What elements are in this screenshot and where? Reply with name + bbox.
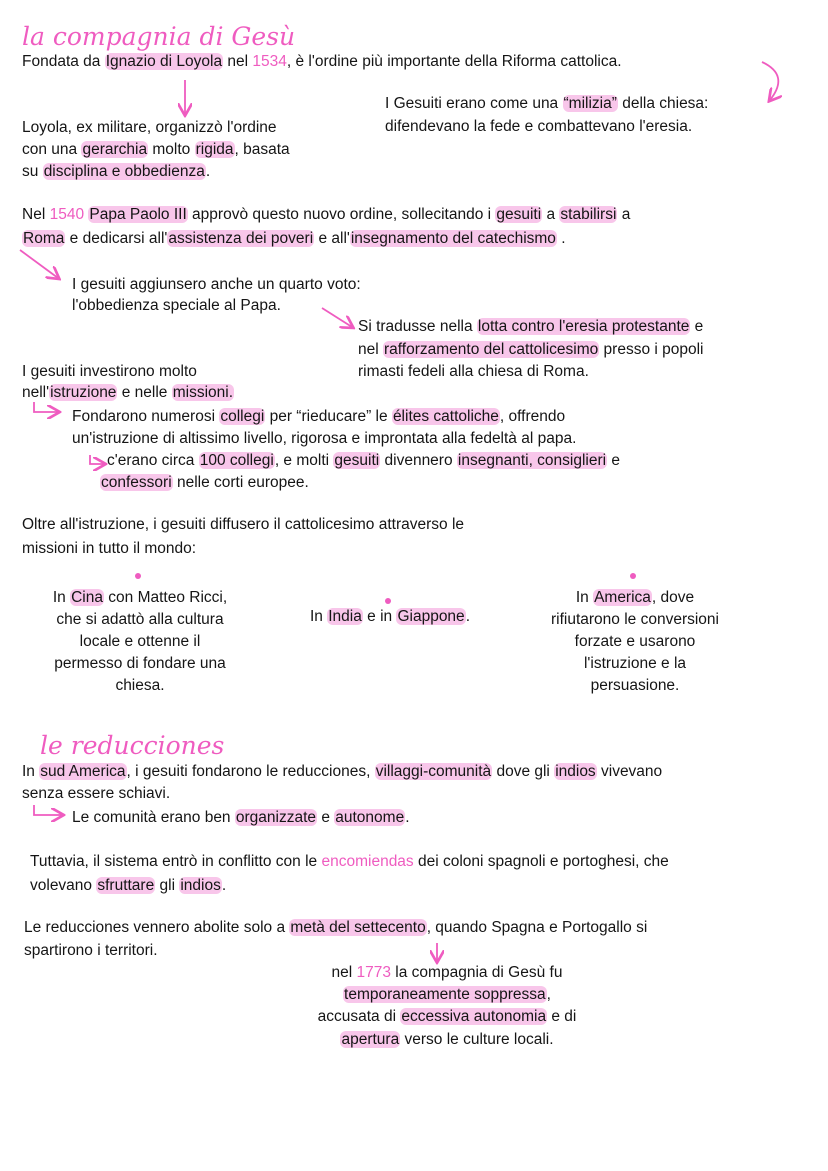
text-line (20, 588, 260, 608)
text-segment: chiesa. (115, 677, 165, 694)
text-line (385, 117, 692, 137)
text-segment: . (221, 877, 227, 894)
text-line (297, 1007, 597, 1027)
text-segment: In (309, 608, 328, 625)
text-segment: divennero (380, 452, 457, 469)
text-segment: , (546, 986, 551, 1003)
section-title: la compagnia di Gesù (22, 22, 296, 51)
text-line (297, 963, 597, 983)
highlighted-term: metà del settecento (290, 919, 426, 936)
text-segment: vivevano (596, 763, 663, 780)
text-segment: e dedicarsi all' (65, 230, 168, 247)
text-segment: la compagnia di Gesù fu (391, 964, 563, 981)
text-segment: locale e ottenne il (79, 633, 201, 650)
text-line (22, 784, 170, 804)
text-segment: nelle corti europee. (172, 474, 309, 491)
text-line (72, 808, 410, 828)
text-segment: nel (223, 53, 253, 70)
text-segment: nel (331, 964, 357, 981)
text-line (22, 162, 210, 182)
text-segment: , dove (651, 589, 695, 606)
pink-term: 1534 (252, 53, 287, 70)
text-segment: senza essere schiavi. (22, 785, 171, 802)
text-segment: e nelle (117, 384, 172, 401)
text-line (22, 140, 290, 160)
text-segment: Si tradusse nella (358, 318, 477, 335)
text-segment: persuasione. (590, 677, 680, 694)
text-segment: Loyola, ex militare, organizzò l'ordine (22, 119, 277, 136)
arrow-diagonal-icon (20, 250, 58, 278)
text-segment: a (617, 206, 631, 223)
highlighted-term: disciplina e obbedienza (43, 163, 205, 180)
text-line (72, 296, 281, 316)
highlighted-term: rigida (195, 141, 234, 158)
text-line (72, 429, 576, 449)
text-line (107, 451, 620, 471)
highlighted-term: temporaneamente soppressa (344, 986, 546, 1003)
text-segment: . (556, 230, 566, 247)
highlighted-term: apertura (341, 1031, 400, 1048)
text-line (20, 676, 260, 696)
highlighted-term: assistenza dei poveri (168, 230, 314, 247)
text-line (22, 229, 566, 249)
text-segment: , basata (234, 141, 290, 158)
text-line (20, 632, 260, 652)
text-line (20, 654, 260, 674)
text-segment: difendevano la fede e combattevano l'eresia. (385, 118, 693, 135)
text-segment: Oltre all'istruzione, i gesuiti diffusero il cattolicesimo attraverso le (22, 516, 465, 533)
highlighted-term: missioni. (172, 384, 234, 401)
text-line (24, 918, 647, 938)
text-segment: , offrendo (499, 408, 566, 425)
text-segment: c'erano circa (107, 452, 199, 469)
highlighted-term: stabilirsi (560, 206, 617, 223)
highlighted-term: confessori (101, 474, 172, 491)
text-line (22, 762, 662, 782)
highlighted-term: gesuiti (496, 206, 542, 223)
text-segment: dei coloni spagnoli e portoghesi, che (413, 853, 669, 870)
text-line (385, 94, 708, 114)
highlighted-term: lotta contro l'eresia protestante (477, 318, 690, 335)
text-line (22, 205, 630, 225)
highlighted-term: rafforzamento del cattolicesimo (384, 341, 599, 358)
text-segment: e (317, 809, 335, 826)
text-segment: forzate e usarono (574, 633, 696, 650)
text-segment: In (52, 589, 71, 606)
text-segment: l'obbedienza speciale al Papa. (72, 297, 281, 314)
highlighted-term: eccessiva autonomia (401, 1008, 547, 1025)
text-segment: missioni in tutto il mondo: (22, 540, 197, 557)
text-segment: della chiesa: (617, 95, 709, 112)
text-line (515, 676, 755, 696)
intro-line (22, 52, 622, 72)
text-line (22, 118, 277, 138)
text-segment: I Gesuiti erano come una (385, 95, 563, 112)
text-segment: , quando Spagna e Portogallo si (426, 919, 648, 936)
highlighted-term: villaggi-comunità (375, 763, 492, 780)
highlighted-term: Papa Paolo III (89, 206, 187, 223)
text-segment: In (575, 589, 594, 606)
highlighted-term: sud America (40, 763, 126, 780)
bullet-dot-icon (135, 573, 141, 579)
text-segment: spartirono i territori. (24, 942, 158, 959)
highlighted-term: organizzate (235, 809, 317, 826)
text-line (515, 632, 755, 652)
highlighted-term: insegnamento del catechismo (350, 230, 556, 247)
text-line (22, 362, 197, 382)
text-segment: a (542, 206, 560, 223)
text-line (290, 607, 490, 627)
text-segment: un'istruzione di altissimo livello, rigorosa e improntata alla fedeltà al papa. (72, 430, 577, 447)
text-segment: su (22, 163, 43, 180)
text-segment: presso i popoli (599, 341, 704, 358)
text-segment: In (22, 763, 40, 780)
text-line (515, 588, 755, 608)
text-segment: e (607, 452, 621, 469)
pink-term: 1773 (356, 964, 391, 981)
highlighted-term: collegi (220, 408, 265, 425)
text-segment: permesso di fondare una (54, 655, 226, 672)
text-segment: . (205, 163, 211, 180)
section-title: le reducciones (40, 731, 225, 760)
text-segment: per “rieducare” le (265, 408, 392, 425)
text-line (297, 985, 597, 1005)
highlighted-term: istruzione (50, 384, 117, 401)
hook-arrow-icon (34, 402, 58, 412)
text-segment: . (465, 608, 470, 625)
pink-term: encomiendas (321, 853, 414, 870)
highlighted-term: America (594, 589, 651, 606)
text-segment: Le reducciones vennero abolite solo a (24, 919, 290, 936)
text-segment: dove gli (492, 763, 555, 780)
highlighted-term: insegnanti, consiglieri (457, 452, 607, 469)
text-segment: che si adattò alla cultura (56, 611, 224, 628)
text-line (22, 515, 464, 535)
text-line (24, 941, 158, 961)
text-segment: con Matteo Ricci, (103, 589, 228, 606)
text-segment: accusata di (317, 1008, 401, 1025)
pink-term: 1540 (49, 206, 85, 223)
text-segment: , e molti (274, 452, 334, 469)
highlighted-term: Ignazio di Loyola (105, 53, 223, 70)
highlighted-term: Cina (71, 589, 103, 606)
highlighted-term: gerarchia (82, 141, 148, 158)
text-line (297, 1030, 597, 1050)
text-line (358, 340, 704, 360)
text-segment: rimasti fedeli alla chiesa di Roma. (358, 363, 589, 380)
text-segment: volevano (30, 877, 97, 894)
highlighted-term: “milizia” (563, 95, 617, 112)
text-line (22, 539, 196, 559)
text-line (515, 654, 755, 674)
text-segment: e (690, 318, 704, 335)
text-line (358, 317, 703, 337)
highlighted-term: indios (555, 763, 596, 780)
text-segment: gli (155, 877, 180, 894)
text-line (100, 473, 309, 493)
text-line (72, 407, 565, 427)
text-segment: I gesuiti investirono molto (22, 363, 197, 380)
text-segment: Fondata da (22, 53, 105, 70)
text-segment: molto (148, 141, 195, 158)
text-segment: Fondarono numerosi (72, 408, 220, 425)
highlighted-term: gesuiti (334, 452, 380, 469)
bullet-dot-icon (630, 573, 636, 579)
highlighted-term: élites cattoliche (392, 408, 499, 425)
text-segment: , i gesuiti fondarono le reducciones, (126, 763, 375, 780)
text-segment: nel (358, 341, 383, 358)
text-segment: approvò questo nuovo ordine, sollecitando i (187, 206, 496, 223)
text-line (30, 876, 226, 896)
text-segment: l'istruzione e la (583, 655, 687, 672)
text-segment: , è l'ordine più importante della Riforma cattolica. (286, 53, 622, 70)
text-line (358, 362, 589, 382)
text-segment: Tuttavia, il sistema entrò in conflitto con le (30, 853, 322, 870)
bullet-dot-icon (385, 598, 391, 604)
highlighted-term: 100 collegi (199, 452, 274, 469)
text-segment: con una (22, 141, 82, 158)
text-segment: I gesuiti aggiunsero anche un quarto voto: (72, 276, 361, 293)
text-line (22, 383, 234, 403)
hook-arrow-icon (34, 805, 62, 815)
text-line (515, 610, 755, 630)
text-segment: e all' (314, 230, 350, 247)
arrow-diagonal-icon (322, 308, 352, 327)
text-segment: nell' (22, 384, 50, 401)
text-segment: e di (547, 1008, 577, 1025)
highlighted-term: Roma (23, 230, 65, 247)
text-line (20, 610, 260, 630)
text-segment: Le comunità erano ben (72, 809, 235, 826)
highlighted-term: sfruttare (97, 877, 155, 894)
hook-arrow-icon (90, 455, 104, 464)
text-segment: rifiutarono le conversioni (550, 611, 719, 628)
highlighted-term: autonome (335, 809, 405, 826)
text-segment: Nel (22, 206, 50, 223)
highlighted-term: Giappone (397, 608, 465, 625)
text-line (72, 275, 361, 295)
highlighted-term: India (328, 608, 362, 625)
curved-arrow-icon (762, 62, 778, 100)
text-segment: e in (362, 608, 397, 625)
text-segment: verso le culture locali. (400, 1031, 554, 1048)
text-line (30, 852, 669, 872)
highlighted-term: indios (180, 877, 221, 894)
text-segment: . (405, 809, 410, 826)
